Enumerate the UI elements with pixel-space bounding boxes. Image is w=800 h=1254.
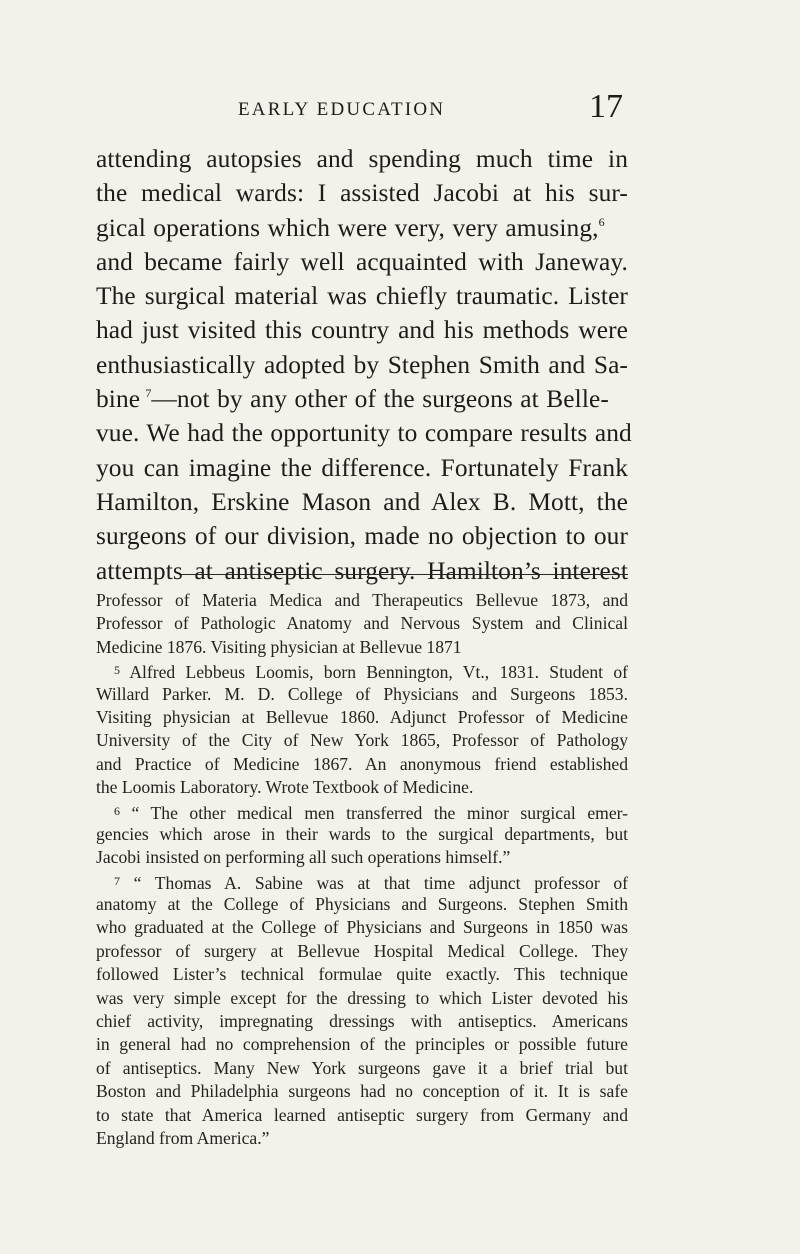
footnote-line: who graduated at the College of Physicians and Surgeons in 1850 was bbox=[96, 917, 628, 938]
running-head: EARLY EDUCATION bbox=[238, 99, 446, 120]
body-line: you can imagine the difference. Fortunately Frank bbox=[96, 453, 628, 482]
footnote-line: Jacobi insisted on performing all such operations himself.” bbox=[96, 847, 511, 868]
footnote-line: University of the City of New York 1865, Professor of Pathology bbox=[96, 730, 628, 751]
footnote-line: followed Lister’s technical formulae quite exactly. This technique bbox=[96, 964, 628, 985]
footnote-line: Boston and Philadelphia surgeons had no conception of it. It is safe bbox=[96, 1081, 628, 1102]
body-line: enthusiastically adopted by Stephen Smith and Sa- bbox=[96, 350, 628, 379]
footnote-number: 5 bbox=[114, 663, 120, 678]
footnote-number: 6 bbox=[114, 803, 120, 818]
footnote-line: in general had no comprehension of the principles or possible future bbox=[96, 1034, 628, 1055]
footnote-line: of antiseptics. Many New York surgeons gave it a brief trial but bbox=[96, 1057, 628, 1078]
footnote-line: Willard Parker. M. D. College of Physicians and Surgeons 1853. bbox=[96, 683, 628, 704]
footnote-line: Visiting physician at Bellevue 1860. Adjunct Professor of Medicine bbox=[96, 706, 628, 727]
page-header bbox=[0, 88, 800, 132]
body-text bbox=[96, 142, 632, 588]
footnote-line: anatomy at the College of Physicians and Surgeons. Stephen Smith bbox=[96, 894, 628, 915]
footnote-line-text: “ The other medical men transferred the minor surgical emer- bbox=[131, 802, 628, 823]
footnote-line-text: Alfred Lebbeus Loomis, born Bennington, Vt., 1831. Student of bbox=[129, 662, 628, 683]
footnote-number: 7 bbox=[114, 873, 120, 888]
body-line: the medical wards: I assisted Jacobi at his sur- bbox=[96, 179, 628, 208]
footnote-line: chief activity, impregnating dressings with antiseptics. Americans bbox=[96, 1011, 628, 1032]
page-number: 17 bbox=[589, 88, 623, 125]
footnote-line: gencies which arose in their wards to the surgical departments, but bbox=[96, 823, 628, 844]
footnote-line: Medicine 1876. Visiting physician at Bellevue 1871 bbox=[96, 636, 462, 657]
body-line-text: —not by any other of the surgeons at Belle- bbox=[151, 385, 609, 414]
footnote-line-text: “ Thomas A. Sabine was at that time adjunct professor of bbox=[133, 872, 628, 893]
footnote-line: to state that America learned antiseptic surgery from Germany and bbox=[96, 1104, 628, 1125]
body-line: vue. We had the opportunity to compare results and bbox=[96, 419, 632, 448]
footnote-line: was very simple except for the dressing to which Lister devoted his bbox=[96, 987, 628, 1008]
footnotes bbox=[96, 589, 628, 1150]
body-line: had just visited this country and his methods were bbox=[96, 316, 628, 345]
footnote-divider bbox=[180, 574, 628, 575]
footnote-line: the Loomis Laboratory. Wrote Textbook of Medicine. bbox=[96, 777, 474, 798]
body-line: attending autopsies and spending much time in bbox=[96, 145, 628, 173]
body-line bbox=[96, 211, 628, 245]
footnote-ref: 6 bbox=[598, 214, 605, 229]
footnote-line bbox=[96, 659, 628, 682]
footnote-line: and Practice of Medicine 1867. An anonymous friend established bbox=[96, 753, 628, 774]
footnote-ref: 7 bbox=[145, 386, 152, 401]
body-line: Hamilton, Erskine Mason and Alex B. Mott, the bbox=[96, 487, 628, 516]
body-line: attempts at antiseptic surgery. Hamilton’s interest bbox=[96, 556, 628, 585]
body-line-text: gical operations which were very, very amusing, bbox=[96, 213, 599, 242]
body-line: surgeons of our division, made no objection to our bbox=[96, 522, 628, 551]
footnote-line: England from America.” bbox=[96, 1127, 270, 1148]
body-line: and became fairly well acquainted with Janeway. bbox=[96, 247, 628, 276]
footnote-line: Professor of Pathologic Anatomy and Nervous System and Clinical bbox=[96, 613, 628, 634]
footnote-line bbox=[96, 870, 628, 893]
footnote-line bbox=[96, 800, 628, 823]
footnote-line: Professor of Materia Medica and Therapeutics Bellevue 1873, and bbox=[96, 590, 628, 610]
footnote-line: professor of surgery at Bellevue Hospital Medical College. They bbox=[96, 940, 628, 961]
body-line-text: bine bbox=[96, 385, 141, 414]
body-line bbox=[96, 382, 628, 416]
body-line: The surgical material was chiefly traumatic. Lister bbox=[96, 282, 628, 311]
